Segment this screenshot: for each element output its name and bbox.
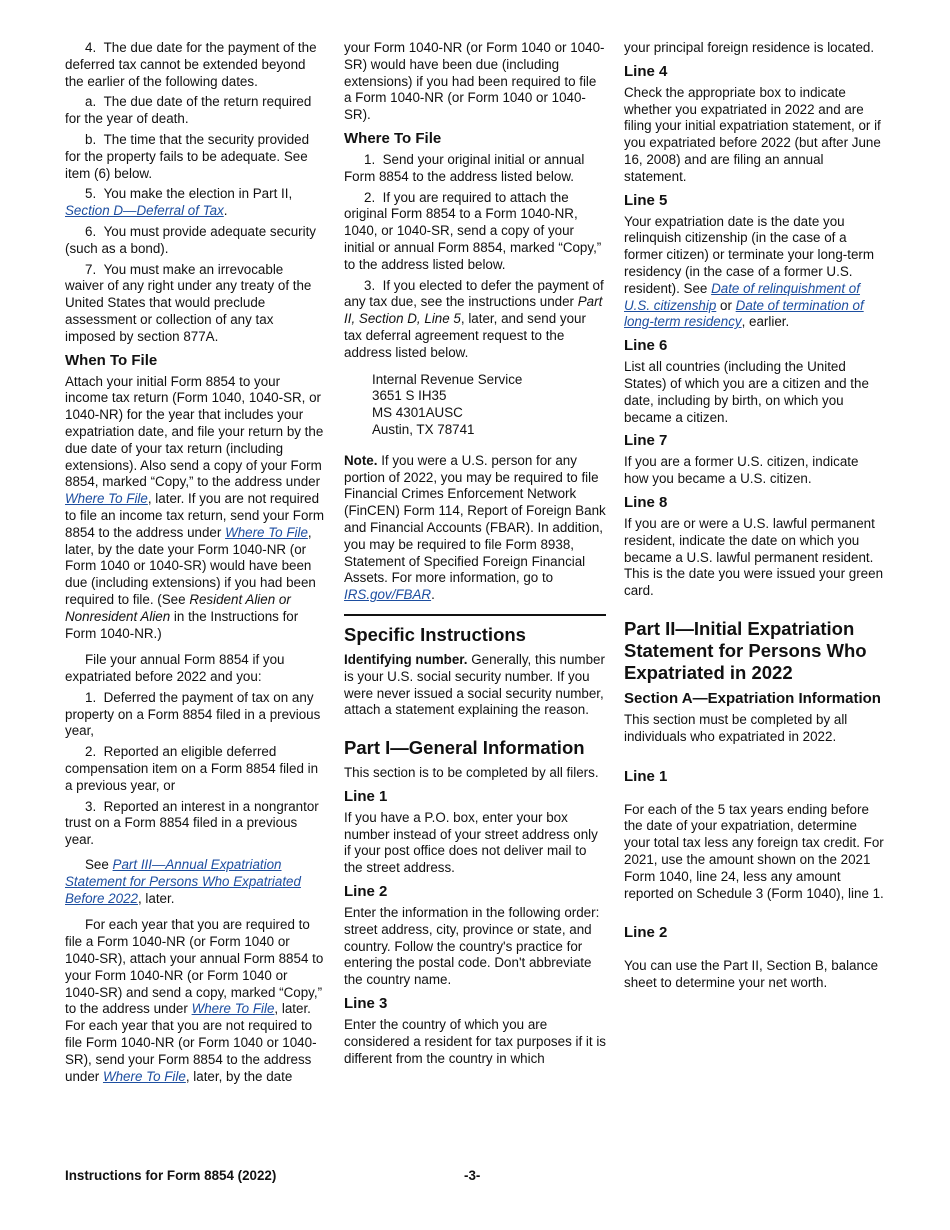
when-italic: Resident Alien or Nonresident Alien (65, 591, 291, 624)
line5-text-c: , earlier. (741, 314, 790, 330)
item-a: a. The due date of the return required for the year of death. (65, 94, 312, 127)
line1-text: If you have a P.O. box, enter your box number instead of your street address only if your post office does not deliver mail to the street address. (344, 809, 598, 876)
note-text: If you were a U.S. person for any portion of 2022, you may be required to file Financial Crimes Enforcement Network (FinCEN) Form 114, Report of Foreign Bank and Financial Accounts (FBAR). In addition, you may be required to file Form 8938, Statement of Specified Foreign Financial Assets. For more information, go to (344, 452, 606, 586)
each-text-c: , later, by the date (185, 1068, 293, 1084)
when-text-c: , later, by the date your Form 1040-NR (or Form 1040 or 1040-SR) would have been due (including extensions) if you had been required to file. (See (65, 524, 316, 607)
annual-item-3: 3. Reported an interest in a nongrantor trust on a Form 8854 filed in a previous year. (65, 798, 319, 848)
line4-heading: Line 4 (624, 62, 668, 80)
note-paragraph (344, 453, 606, 604)
part2-line2-text: You can use the Part II, Section B, balance sheet to determine your net worth. (624, 958, 879, 991)
section-divider (344, 614, 606, 616)
where-to-file-link-2[interactable]: Where To File (225, 524, 308, 540)
annual-item-2: 2. Reported an eligible deferred compensation item on a Form 8854 filed in a previous year, or (65, 744, 319, 793)
irs-address (372, 372, 606, 439)
line2-heading: Line 2 (344, 883, 388, 901)
annual-intro: File your annual Form 8854 if you expatriated before 2022 and you: (65, 652, 285, 685)
line2-text: Enter the information in the following order: street address, city, province or state, and country. Follow the country's practice for entering the postal code. Don't abbreviate the country name. (344, 905, 600, 988)
where-to-file-link-3[interactable]: Where To File (191, 1001, 275, 1017)
line8-text: If you are or were a U.S. lawful permanent resident, indicate the date on which you became a U.S. lawful permanent resident. This is the date you were issued your green card. (624, 515, 884, 599)
when-text-b: , later. If you are not required to file an income tax return, send your Form 8854 to the address under (65, 491, 324, 540)
ident-text: Generally, this number is your U.S. social security number. If you were never issued a social security number, attach a statement explaining the reason. (344, 651, 605, 718)
where-to-file-link-4[interactable]: Where To File (102, 1068, 186, 1084)
when-text-d: in the Instructions for Form 1040-NR.) (65, 608, 299, 641)
part2-line1-text: For each of the 5 tax years ending before the date of your expatriation, determine your total tax less any foreign tax credit. For 2021, use the amount shown on the 2021 Form 1040, line 24, less any amount reported on Schedule 3 (Form 1040), line 1. (624, 801, 884, 901)
part3-link[interactable]: Part III—Annual Expatriation Statement for Persons Who Expatriated Before 2022 (65, 857, 301, 906)
each-text-b: , later. For each year that you are not required to file Form 1040-NR (or Form 1040 or 1040-SR), send your Form 8854 to the address under (65, 1001, 317, 1084)
line5-text (624, 214, 886, 332)
identifying-number (344, 652, 606, 719)
each-text-a: For each year that you are required to file a Form 1040-NR (or Form 1040 or 1040-SR), attach your annual Form 8854 to your Form 1040-NR (or Form 1040 or 1040-SR) and send a copy, marked “Copy,” to the address under (65, 917, 324, 1017)
item-5-end: . (223, 203, 228, 219)
line3-heading: Line 3 (344, 995, 388, 1013)
line7-text: If you are a former U.S. citizen, indicate how you became a U.S. citizen. (624, 454, 859, 487)
part1-text: This section is to be completed by all filers. (344, 765, 599, 781)
item-5 (65, 186, 325, 220)
footer-title: Instructions for Form 8854 (2022) (65, 1168, 277, 1183)
where-item-1: 1. Send your original initial or annual Form 8854 to the address listed below. (344, 151, 585, 184)
section-d-link[interactable]: Section D—Deferral of Tax (65, 203, 224, 219)
when-to-file-text (65, 374, 325, 643)
spacer (624, 750, 886, 762)
where-3-italic: Part II, Section D, Line 5 (344, 294, 603, 327)
section-a-heading: Section A—Expatriation Information (624, 689, 881, 707)
column-2 (344, 40, 606, 1071)
where-3-text-b: , later, and send your tax deferral agreement request to the address listed below. (344, 311, 586, 360)
address-line-1: Internal Revenue Service (372, 371, 523, 387)
see-text: See (85, 857, 113, 873)
where-item-3 (344, 278, 606, 362)
see-end: , later. (137, 890, 175, 906)
part1-heading: Part I—General Information (344, 737, 585, 759)
line1-heading: Line 1 (344, 787, 388, 805)
where-item-2: 2. If you are required to attach the original Form 8854 to a Form 1040-NR, 1040, or 1040-SR, send a copy of your initial or annual Form 8854, marked “Copy,” to the address listed below. (344, 189, 602, 272)
line3-text: Enter the country of which you are considered a resident for tax purposes if it is different from the country in which (344, 1017, 606, 1066)
spacer (624, 906, 886, 918)
line5-text-a: Your expatriation date is the date you relinquish citizenship (in the case of a former citizen) or terminate your long-term residency (in the case of a former U.S. resident). See (624, 213, 875, 296)
note-label: Note. (344, 452, 378, 468)
line6-text: List all countries (including the United States) of which you are a citizen and the date, including by birth, on which you became a citizen. (624, 359, 869, 425)
col3-continuation: your principal foreign residence is located. (624, 40, 875, 55)
where-3-text-a: 3. If you elected to defer the payment of any tax due, see the instructions under (344, 277, 604, 310)
where-to-file-link-1[interactable]: Where To File (65, 491, 148, 507)
each-year-text (65, 917, 325, 1085)
annual-item-1: 1. Deferred the payment of tax on any property on a Form 8854 filed in a previous year, (65, 689, 321, 739)
section-a-text: This section must be completed by all individuals who expatriated in 2022. (624, 711, 848, 744)
line4-text: Check the appropriate box to indicate whether you expatriated in 2022 and are filing your initial expatriation statement, or if you expatriated before 2022 (but after June 16, 2008) and are filing an annual statement. (624, 84, 881, 184)
relinquishment-link[interactable]: Date of relinquishment of U.S. citizenship (624, 280, 860, 313)
fbar-link[interactable]: IRS.gov/FBAR (344, 587, 432, 603)
col2-continuation: your Form 1040-NR (or Form 1040 or 1040-SR) would have been due (including extensions) if you had been required to file a Form 1040-NR (or Form 1040 or 1040-SR). (344, 40, 605, 123)
part2-line1-heading: Line 1 (624, 767, 668, 785)
page-number: -3- (464, 1168, 481, 1183)
note-end: . (431, 587, 435, 603)
when-to-file-heading: When To File (65, 351, 158, 369)
address-line-3: MS 4301AUSC (372, 405, 463, 421)
part2-heading: Part II—Initial Expatriation Statement for Persons Who Expatriated in 2022 (624, 617, 867, 683)
address-line-4: Austin, TX 78741 (372, 421, 475, 437)
item-7: 7. You must make an irrevocable waiver of any right under any treaty of the United States that would preclude assessment or collection of any tax imposed by section 877A. (65, 261, 312, 344)
item-5-text: 5. You make the election in Part II, (85, 186, 293, 202)
line6-heading: Line 6 (624, 337, 668, 355)
item-b: b. The time that the security provided for the property fails to be adequate. See item (6) below. (65, 131, 310, 181)
when-text-a: Attach your initial Form 8854 to your income tax return (Form 1040, 1040-SR, or 1040-NR) for the year that includes your expatriation date, and file your return by the due date of your tax return (including extensions). Also send a copy of your Form 8854, marked “Copy,” to the address under (65, 373, 324, 490)
spacer (624, 946, 886, 958)
line8-heading: Line 8 (624, 493, 668, 511)
part2-line2-heading: Line 2 (624, 924, 668, 942)
line5-heading: Line 5 (624, 191, 668, 209)
column-3 (624, 40, 886, 996)
address-line-2: 3651 S IH35 (372, 388, 447, 404)
line7-heading: Line 7 (624, 432, 668, 450)
specific-instructions-heading: Specific Instructions (344, 623, 526, 645)
item-6: 6. You must provide adequate security (such as a bond). (65, 223, 317, 256)
see-part3 (65, 857, 325, 907)
column-1 (65, 40, 325, 1089)
spacer (624, 790, 886, 802)
line5-text-b: or (716, 297, 736, 313)
item-4: 4. The due date for the payment of the deferred tax cannot be extended beyond the earlier of the following dates. (65, 40, 317, 89)
ident-label: Identifying number. (344, 651, 468, 667)
termination-link[interactable]: Date of termination of long-term residency (624, 297, 864, 330)
where-to-file-heading: Where To File (344, 129, 442, 147)
